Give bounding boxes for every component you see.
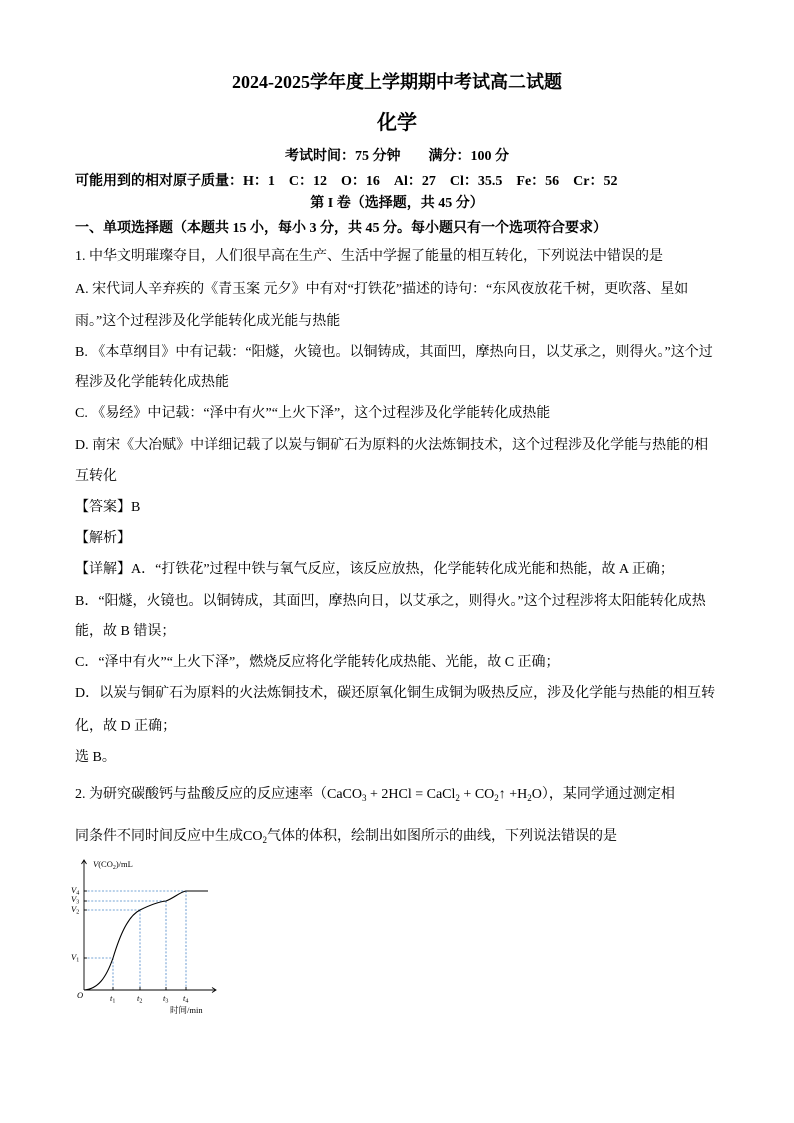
reaction-equation — [327, 787, 542, 802]
question-2-line-2 — [75, 827, 617, 847]
question-2-line-2-prefix: 同条件不同时间反应中生成 — [75, 829, 243, 844]
question-1-stem: 1. 中华文明璀璨夺目，人们很早高在生产、生活中学握了能量的相互转化，下列说法中错误的是 — [75, 249, 663, 264]
explanation-line-3: 能，故 B 错误； — [75, 624, 176, 639]
t1-label-sub: 1 — [112, 998, 116, 1005]
formula-subscript: 3 — [362, 793, 367, 803]
question-2-line-1 — [75, 785, 675, 805]
formula-part: + 2HCl = CaCl — [366, 787, 456, 802]
t3-label — [163, 993, 168, 1005]
question-2-prefix: 2. 为研究碳酸钙与盐酸反应的反应速率（ — [75, 787, 327, 802]
t2-label-sub: 2 — [139, 998, 143, 1005]
subject-title: 化学 — [377, 112, 417, 134]
v2-label — [71, 904, 79, 916]
t4-label — [183, 993, 188, 1005]
option-c-line-1: C. 《易经》中记载：“泽中有火”“上火下泽”，这个过程涉及化学能转化成热能 — [75, 406, 551, 421]
t4-label-var: t — [183, 993, 186, 1003]
v3-label-var: V — [71, 894, 77, 904]
final-choice: 选 B。 — [75, 750, 116, 765]
v1-label-var: V — [71, 952, 77, 962]
t1-label — [110, 993, 115, 1005]
formula-part: ↑ +H — [498, 787, 528, 802]
origin-label: O — [77, 990, 84, 1000]
analysis-label: 【解析】 — [75, 531, 131, 546]
v2-label-var: V — [71, 904, 77, 914]
t1-label-var: t — [110, 993, 113, 1003]
formula-part: + CO — [459, 787, 495, 802]
y-axis-label — [93, 859, 133, 871]
explanation-line-1: 【详解】A．“打铁花”过程中铁与氧气反应，该反应放热，化学能转化成光能和热能，故 A 正确； — [75, 562, 674, 577]
t3-label-sub: 3 — [165, 998, 169, 1005]
y-axis-label-sub: 2 — [112, 865, 116, 871]
option-a-line-2: 雨。”这个过程涉及化学能转化成光能与热能 — [75, 314, 341, 329]
formula-subscript: 2 — [527, 793, 532, 803]
v3-label-sub: 3 — [76, 899, 80, 906]
option-b-line-1: B. 《本草纲目》中有记载：“阳燧，火镜也。以铜铸成，其面凹，摩热向日，以艾承之，则得火。”这个过 — [75, 345, 713, 360]
formula-part: CaCO — [327, 787, 362, 802]
option-d-line-2: 互转化 — [75, 469, 117, 484]
explanation-line-2: B．“阳燧，火镜也。以铜铸成，其面凹，摩热向日，以艾承之，则得火。”这个过程涉将太阳能转化成热 — [75, 594, 706, 609]
formula-part: O — [531, 787, 542, 802]
x-axis-label: 时间/min — [170, 1005, 203, 1015]
option-d-line-1: D. 南宋《大冶赋》中详细记载了以炭与铜矿石为原料的火法炼铜技术，这个过程涉及化学能与热能的相 — [75, 438, 709, 453]
axes — [82, 860, 217, 993]
v1-label-sub: 1 — [76, 957, 80, 964]
y-axis-label-mid: (CO — [98, 859, 113, 869]
co2-volume-time-chart — [60, 850, 230, 1020]
question-2-line-2-suffix: 气体的体积，绘制出如图所示的曲线，下列说法错误的是 — [266, 829, 617, 844]
exam-title: 2024-2025学年度上学期期中考试高二试题 — [232, 72, 562, 92]
option-b-line-2: 程涉及化学能转化成热能 — [75, 375, 229, 390]
v4-label-sub: 4 — [76, 890, 80, 897]
t4-label-sub: 4 — [185, 998, 189, 1005]
explanation-line-5: D．以炭与铜矿石为原料的火法炼铜技术，碳还原氧化铜生成铜为吸热反应，涉及化学能与热能的相互转 — [75, 686, 716, 701]
part-title: 第 I 卷（选择题，共 45 分） — [310, 196, 484, 211]
question-2-suffix: ），某同学通过测定相 — [541, 787, 675, 802]
guide-lines — [84, 891, 186, 990]
explanation-line-6: 化，故 D 正确； — [75, 719, 177, 734]
section-title: 一、单项选择题（本题共 15 小，每小 3 分，共 45 分。每小题只有一个选项符合要求） — [75, 221, 607, 236]
formula-subscript: 2 — [455, 793, 460, 803]
v2-label-sub: 2 — [76, 909, 80, 916]
answer-label: 【答案】B — [75, 500, 141, 515]
y-axis-label-end: )/mL — [115, 859, 133, 869]
co2-formula — [243, 829, 267, 844]
v4-label-var: V — [71, 885, 77, 895]
explanation-line-4: C．“泽中有火”“上火下泽”，燃烧反应将化学能转化成热能、光能，故 C 正确； — [75, 655, 560, 670]
atomic-mass-info: 可能用到的相对原子质量：H：1 C：12 O：16 Al：27 Cl：35.5 Fe：56 Cr：52 — [75, 174, 618, 189]
formula-subscript: 2 — [494, 793, 499, 803]
y-axis-label-var: V — [93, 859, 99, 869]
exam-info: 考试时间：75 分钟 满分：100 分 — [285, 149, 509, 164]
formula-subscript: 2 — [262, 835, 267, 845]
volume-curve — [84, 891, 208, 990]
option-a-line-1: A. 宋代词人辛弃疾的《青玉案 元夕》中有对“打铁花”描述的诗句：“东风夜放花千树，更吹落、星如 — [75, 282, 689, 297]
t2-label — [137, 993, 142, 1005]
formula-part: CO — [243, 829, 263, 844]
v1-label — [71, 952, 79, 964]
t3-label-var: t — [163, 993, 166, 1003]
t2-label-var: t — [137, 993, 140, 1003]
